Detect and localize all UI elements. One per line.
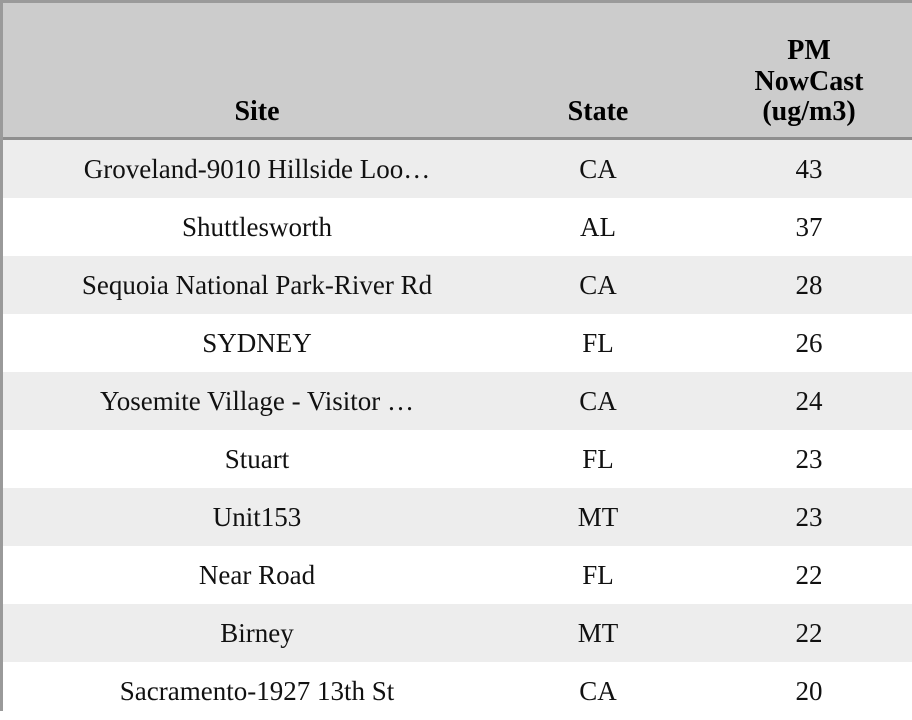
table-row[interactable] — [3, 662, 912, 720]
table-header-row — [3, 3, 912, 139]
table-row[interactable] — [3, 372, 912, 430]
cell-state: CA — [511, 372, 685, 430]
cell-state: FL — [511, 314, 685, 372]
cell-pm-nowcast: 37 — [685, 198, 912, 256]
column-header-pm-nowcast[interactable] — [685, 3, 912, 139]
table-row[interactable] — [3, 546, 912, 604]
cell-pm-nowcast: 43 — [685, 139, 912, 199]
cell-pm-nowcast: 22 — [685, 604, 912, 662]
cell-pm-nowcast: 20 — [685, 662, 912, 720]
cell-pm-nowcast: 22 — [685, 546, 912, 604]
column-header-pm-nowcast-line3: (ug/m3) — [689, 97, 912, 127]
cell-site: Groveland-9010 Hillside Loo… — [3, 139, 511, 199]
table-row[interactable] — [3, 139, 912, 199]
cell-pm-nowcast: 28 — [685, 256, 912, 314]
cell-site: Shuttlesworth — [3, 198, 511, 256]
cell-state: MT — [511, 488, 685, 546]
column-header-state[interactable] — [511, 3, 685, 139]
table-row[interactable] — [3, 198, 912, 256]
cell-site: Near Road — [3, 546, 511, 604]
table-row[interactable] — [3, 314, 912, 372]
column-header-state-label: State — [568, 96, 629, 127]
cell-site: Stuart — [3, 430, 511, 488]
cell-site: Unit153 — [3, 488, 511, 546]
air-quality-table — [3, 3, 912, 720]
cell-site: Sacramento-1927 13th St — [3, 662, 511, 720]
cell-state: CA — [511, 139, 685, 199]
cell-pm-nowcast: 26 — [685, 314, 912, 372]
cell-state: MT — [511, 604, 685, 662]
cell-pm-nowcast: 23 — [685, 430, 912, 488]
table-row[interactable] — [3, 488, 912, 546]
column-header-site[interactable] — [3, 3, 511, 139]
cell-state: FL — [511, 430, 685, 488]
cell-state: CA — [511, 256, 685, 314]
cell-pm-nowcast: 24 — [685, 372, 912, 430]
table-row[interactable] — [3, 604, 912, 662]
column-header-pm-nowcast-line2: NowCast — [689, 67, 912, 97]
table-body — [3, 139, 912, 720]
column-header-site-label: Site — [234, 96, 279, 127]
table-row[interactable] — [3, 256, 912, 314]
cell-state: AL — [511, 198, 685, 256]
cell-state: CA — [511, 662, 685, 720]
table-row[interactable] — [3, 430, 912, 488]
column-header-pm-nowcast-line1: PM — [689, 36, 912, 66]
table-header — [3, 3, 912, 139]
cell-state: FL — [511, 546, 685, 604]
cell-site: SYDNEY — [3, 314, 511, 372]
cell-site: Sequoia National Park-River Rd — [3, 256, 511, 314]
cell-pm-nowcast: 23 — [685, 488, 912, 546]
cell-site: Yosemite Village - Visitor … — [3, 372, 511, 430]
cell-site: Birney — [3, 604, 511, 662]
